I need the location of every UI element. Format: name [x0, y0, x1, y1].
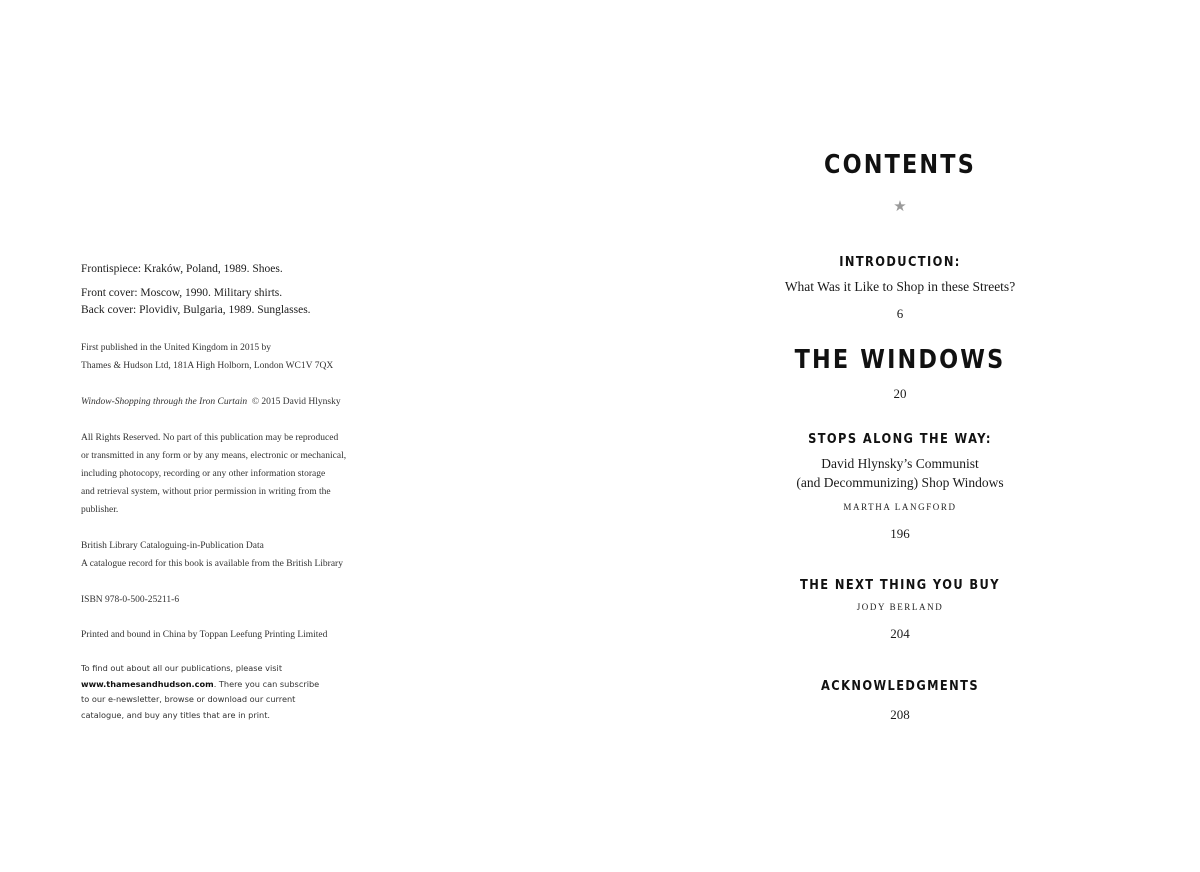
toc-stops-heading: STOPS ALONG THE WAY:	[808, 432, 992, 447]
toc-acknowledgments-heading-wrap	[600, 679, 1200, 694]
right-page-contents	[600, 0, 1200, 872]
find-out-line-1: To find out about all our publications, please visit	[81, 663, 283, 673]
frontispiece-caption-text: Frontispiece: Kraków, Poland, 1989. Shoes.	[81, 263, 283, 275]
cover-captions	[81, 285, 461, 319]
rights-line: publisher.	[81, 505, 119, 515]
toc-introduction-page-number: 6	[896, 306, 904, 321]
toc-windows-page-number: 20	[893, 386, 907, 401]
find-out-line-2	[81, 677, 341, 693]
star-icon: ★	[893, 197, 907, 215]
book-title: Window-Shopping through the Iron Curtain	[81, 397, 248, 407]
copyright-line	[81, 393, 381, 411]
copyright-notice	[81, 393, 381, 411]
copyright-text: © 2015 David Hlynsky	[251, 397, 341, 407]
isbn	[81, 591, 381, 609]
rights-line: All Rights Reserved. No part of this publication may be reproduced	[81, 433, 339, 443]
star-ornament-wrap	[600, 197, 1200, 216]
first-published-line-2: Thames & Hudson Ltd, 181A High Holborn, London WC1V 7QX	[81, 361, 334, 371]
back-cover-caption: Back cover: Plovidiv, Bulgaria, 1989. Sunglasses.	[81, 304, 311, 316]
toc-next-thing-page-number: 204	[890, 626, 910, 641]
toc-next-thing-heading: THE NEXT THING YOU BUY	[800, 578, 1000, 593]
toc-stops-subtitle-line-1: David Hlynsky’s Communist	[821, 456, 979, 471]
toc-entry-introduction-heading-wrap	[600, 255, 1200, 270]
rights-notice	[81, 429, 381, 519]
toc-stops-subtitle	[600, 454, 1200, 492]
toc-next-thing-heading-wrap	[600, 578, 1200, 593]
find-out-line-4: catalogue, and buy any titles that are in print.	[81, 709, 271, 720]
toc-stops-heading-wrap	[600, 432, 1200, 447]
frontispiece-caption	[81, 261, 461, 278]
toc-next-thing-author: JODY BERLAND	[856, 602, 944, 612]
toc-acknowledgments-page-number: 208	[890, 707, 910, 722]
toc-introduction-heading: INTRODUCTION:	[839, 255, 961, 270]
british-library-notice	[81, 537, 381, 573]
toc-stops-page-number: 196	[890, 526, 910, 541]
toc-stops-subtitle-line-2: (and Decommunizing) Shop Windows	[796, 475, 1004, 490]
toc-introduction-subtitle: What Was it Like to Shop in these Streets?	[784, 279, 1016, 294]
publisher-url-link[interactable]: www.thamesandhudson.com	[81, 678, 214, 689]
rights-line: or transmitted in any form or by any means, electronic or mechanical,	[81, 451, 347, 461]
front-cover-caption: Front cover: Moscow, 1990. Military shirts.	[81, 287, 283, 299]
isbn-text: ISBN 978-0-500-25211-6	[81, 595, 180, 605]
rights-line: including photocopy, recording or any other information storage	[81, 469, 326, 479]
find-out-line-2-rest: . There you can subscribe	[213, 678, 320, 689]
british-library-line-1: British Library Cataloguing-in-Publication Data	[81, 541, 264, 551]
toc-windows-heading-wrap	[600, 345, 1200, 375]
contents-title-wrap	[600, 150, 1200, 180]
rights-line: and retrieval system, without prior permission in writing from the	[81, 487, 331, 497]
contents-title: CONTENTS	[824, 150, 976, 180]
printer-notice	[81, 626, 381, 644]
first-published-notice	[81, 339, 381, 375]
british-library-line-2: A catalogue record for this book is available from the British Library	[81, 559, 343, 569]
first-published-line-1: First published in the United Kingdom in 2015 by	[81, 343, 271, 353]
toc-windows-heading: THE WINDOWS	[794, 345, 1006, 375]
toc-acknowledgments-heading: ACKNOWLEDGMENTS	[821, 679, 979, 694]
find-out-line-3: to our e-newsletter, browse or download our current	[81, 694, 296, 704]
publisher-website-notice	[81, 661, 341, 723]
toc-stops-author: MARTHA LANGFORD	[843, 502, 957, 512]
printer-text: Printed and bound in China by Toppan Leefung Printing Limited	[81, 630, 328, 640]
